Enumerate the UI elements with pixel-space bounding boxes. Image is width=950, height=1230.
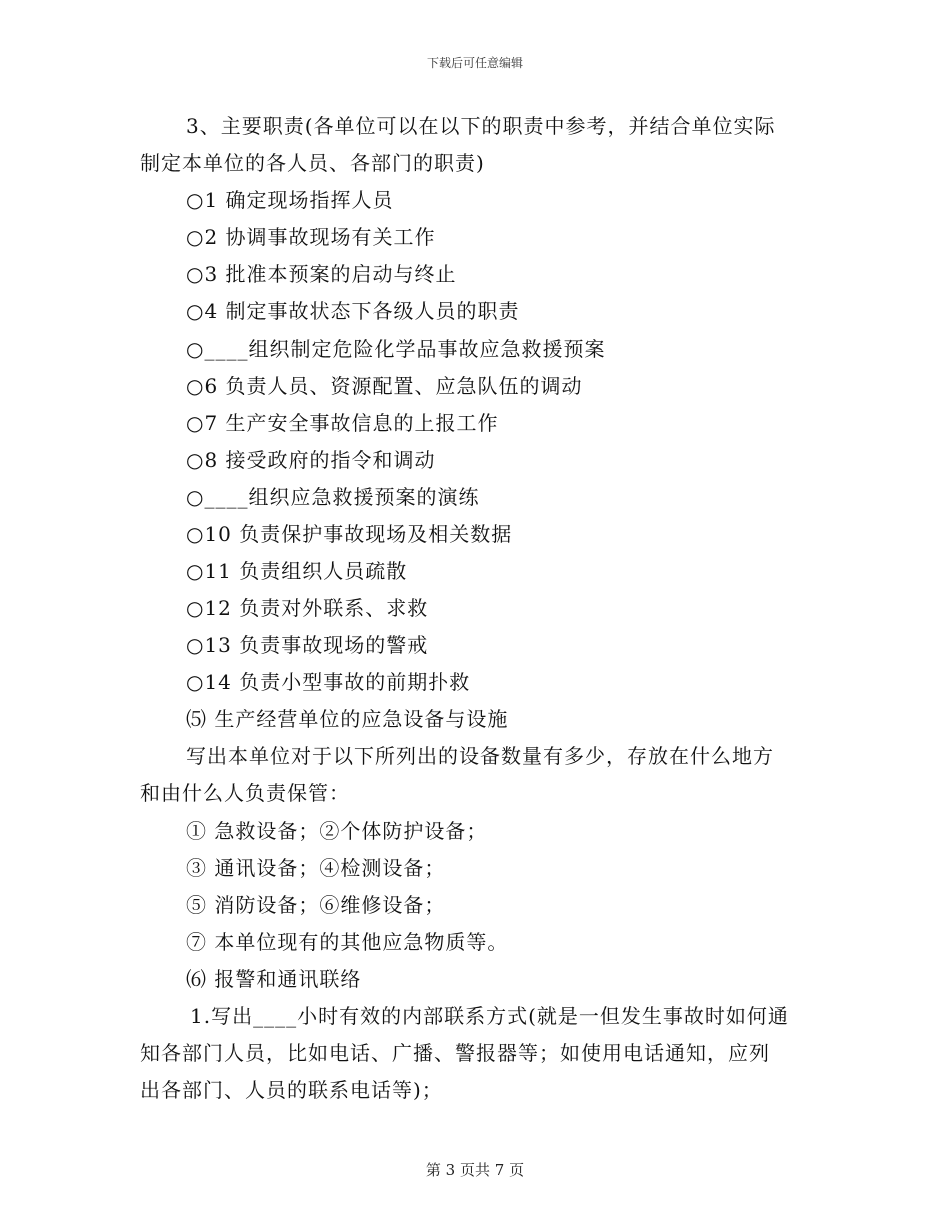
duty-item-5: ○____组织制定危险化学品事故应急救援预案 [186, 337, 606, 361]
duty-item-11: ○11 负责组织人员疏散 [186, 559, 408, 583]
section-heading-alarm-communication: ⑹ 报警和通讯联络 [186, 967, 362, 991]
duty-item-6: ○6 负责人员、资源配置、应急队伍的调动 [186, 374, 583, 398]
duty-item-13: ○13 负责事故现场的警戒 [186, 633, 429, 657]
duty-item-9: ○____组织应急救援预案的演练 [186, 485, 480, 509]
section-heading-equipment: ⑸ 生产经营单位的应急设备与设施 [186, 707, 509, 731]
duty-item-12: ○12 负责对外联系、求救 [186, 596, 429, 620]
equipment-list-line: ⑤ 消防设备；⑥维修设备； [186, 893, 446, 917]
paragraph-line: 制定本单位的各人员、各部门的职责) [140, 151, 485, 175]
equipment-list-line: ⑦ 本单位现有的其他应急物质等。 [186, 930, 509, 954]
section-heading-main-duties: 3、主要职责(各单位可以在以下的职责中参考，并结合单位实际 [186, 114, 776, 138]
paragraph-line: 和由什么人负责保管： [140, 781, 350, 805]
duty-item-1: ○1 确定现场指挥人员 [186, 188, 394, 212]
paragraph-line: 知各部门人员，比如电话、广播、警报器等；如使用电话通知，应列 [140, 1041, 770, 1065]
duty-item-2: ○2 协调事故现场有关工作 [186, 225, 436, 249]
duty-item-10: ○10 负责保护事故现场及相关数据 [186, 522, 513, 546]
duty-item-8: ○8 接受政府的指令和调动 [186, 448, 436, 472]
paragraph-line: 出各部门、人员的联系电话等)； [140, 1078, 443, 1102]
equipment-list-line: ③ 通讯设备；④检测设备； [186, 856, 446, 880]
page-footer: 第 3 页共 7 页 [425, 1161, 525, 1179]
duty-item-14: ○14 负责小型事故的前期扑救 [186, 670, 471, 694]
duty-item-7: ○7 生产安全事故信息的上报工作 [186, 411, 499, 435]
equipment-list-line: ① 急救设备；②个体防护设备； [186, 819, 488, 843]
duty-item-4: ○4 制定事故状态下各级人员的职责 [186, 299, 520, 323]
duty-item-3: ○3 批准本预案的启动与终止 [186, 262, 457, 286]
paragraph-line: 1.写出____小时有效的内部联系方式(就是一但发生事故时如何通 [190, 1004, 789, 1028]
paragraph-line: 写出本单位对于以下所列出的设备数量有多少，存放在什么地方 [186, 744, 774, 768]
page-header: 下载后可任意编辑 [426, 56, 523, 70]
